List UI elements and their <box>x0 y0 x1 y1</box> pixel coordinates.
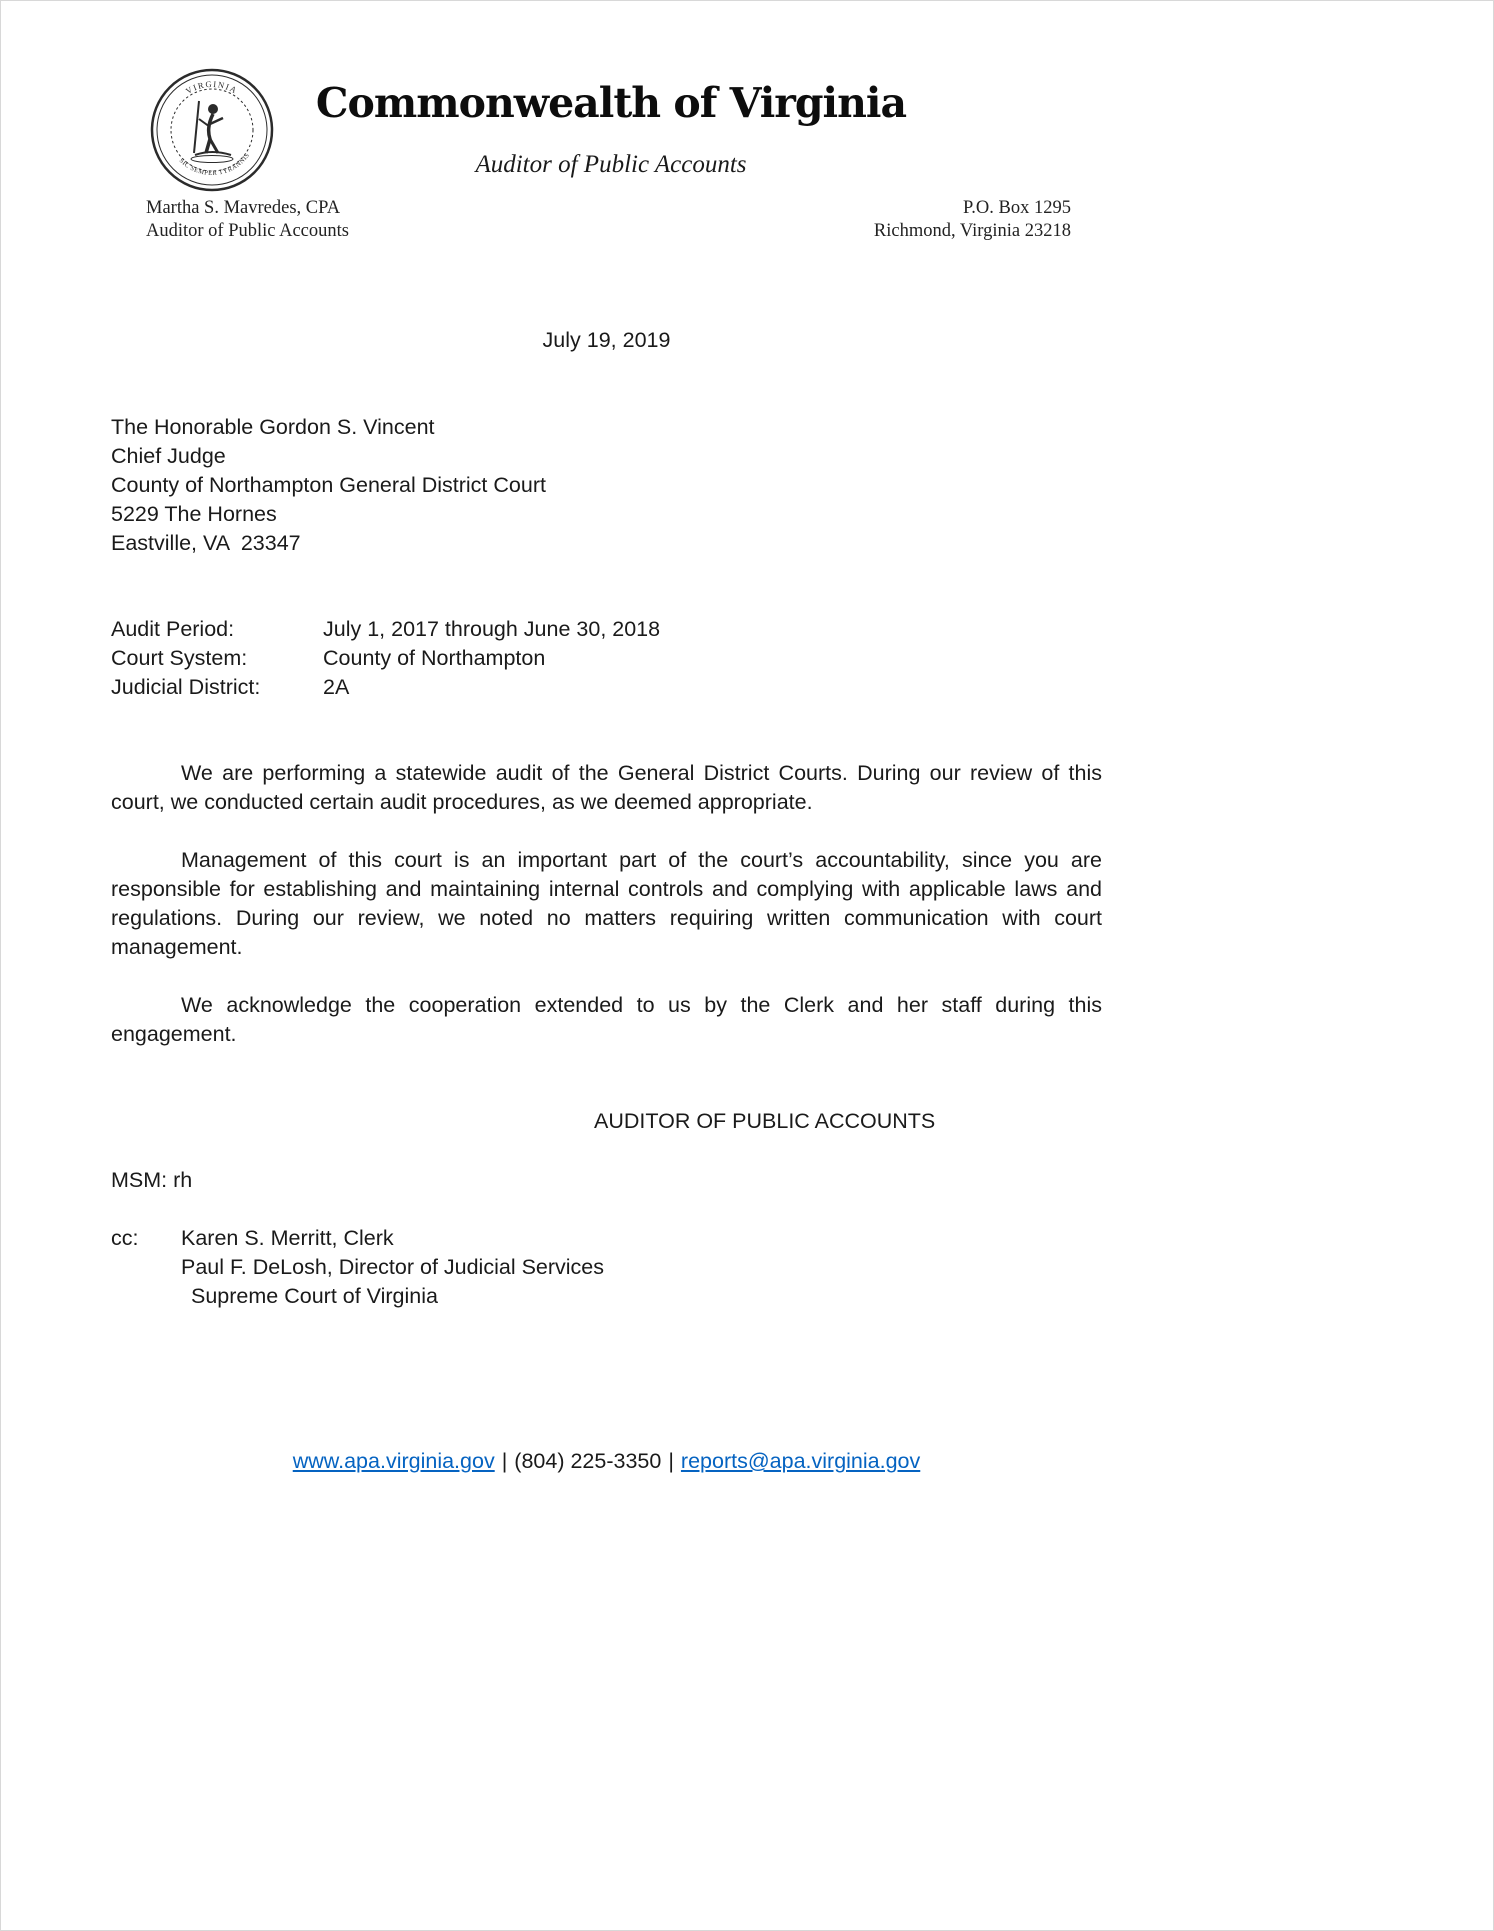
official-name: Martha S. Mavredes, CPA <box>146 198 341 218</box>
cc-line: Karen S. Merritt, Clerk <box>181 1226 394 1250</box>
detail-label: Judicial District: <box>111 675 261 699</box>
detail-row <box>111 644 1102 673</box>
city-state-zip-line: Richmond, Virginia 23218 <box>873 221 1071 241</box>
footer-separator: | <box>668 1449 674 1473</box>
signature-block: AUDITOR OF PUBLIC ACCOUNTS <box>594 1109 936 1133</box>
org-subtitle: Auditor of Public Accounts <box>475 151 747 178</box>
typist-initials: MSM: rh <box>111 1168 193 1192</box>
po-box-line: P.O. Box 1295 <box>963 198 1071 218</box>
letter-body <box>111 326 1102 1311</box>
return-address-block <box>759 197 1071 243</box>
footer-separator: | <box>501 1449 508 1473</box>
recipient-address-block <box>111 413 1102 558</box>
paragraph: We are performing a statewide audit of the General District Courts. During our review of this court, we conducted certain audit procedures, as we deemed appropriate. <box>111 761 1102 814</box>
detail-value: July 1, 2017 through June 30, 2018 <box>323 617 661 641</box>
phone-number: (804) 225-3350 <box>514 1449 662 1473</box>
detail-value: County of Northampton <box>323 646 546 670</box>
recipient-line: Chief Judge <box>111 444 226 468</box>
official-block <box>146 197 349 243</box>
recipient-line: County of Northampton General District Court <box>111 473 546 497</box>
svg-text:VIRGINIA: VIRGINIA <box>183 78 240 97</box>
website-link[interactable]: www.apa.virginia.gov <box>292 1449 495 1473</box>
recipient-line: 5229 The Hornes <box>111 502 277 526</box>
cc-lines <box>181 1224 604 1311</box>
recipient-line: The Honorable Gordon S. Vincent <box>111 415 435 439</box>
paragraph: Management of this court is an important part of the court’s accountability, since you are responsible for establishing and maintaining internal controls and complying with applicable laws and regulations. During our review, we noted no matters requiring written communication with court management. <box>111 848 1102 959</box>
cc-label: cc: <box>111 1226 139 1250</box>
cc-block <box>111 1224 1102 1311</box>
detail-row <box>111 673 1102 702</box>
cc-line: Supreme Court of Virginia <box>191 1284 438 1308</box>
letter-footer <box>111 1447 1102 1476</box>
letter-paragraphs <box>111 759 1102 1049</box>
recipient-line: Eastville, VA 23347 <box>111 531 301 555</box>
paragraph: We acknowledge the cooperation extended to us by the Clerk and her staff during this engagement. <box>111 993 1102 1046</box>
svg-text:SIC SEMPER TYRANNIS: SIC SEMPER TYRANNIS <box>177 151 252 178</box>
audit-details-block <box>111 615 1102 702</box>
cc-line: Paul F. DeLosh, Director of Judicial Services <box>181 1255 605 1279</box>
letter-date: July 19, 2019 <box>542 328 671 352</box>
official-title: Auditor of Public Accounts <box>146 221 349 241</box>
email-link[interactable]: reports@apa.virginia.gov <box>680 1449 921 1473</box>
org-title: Commonwealth of Virginia <box>315 79 907 127</box>
detail-label: Audit Period: <box>111 617 235 641</box>
detail-value: 2A <box>323 675 350 699</box>
detail-row <box>111 615 1102 644</box>
detail-label: Court System: <box>111 646 248 670</box>
